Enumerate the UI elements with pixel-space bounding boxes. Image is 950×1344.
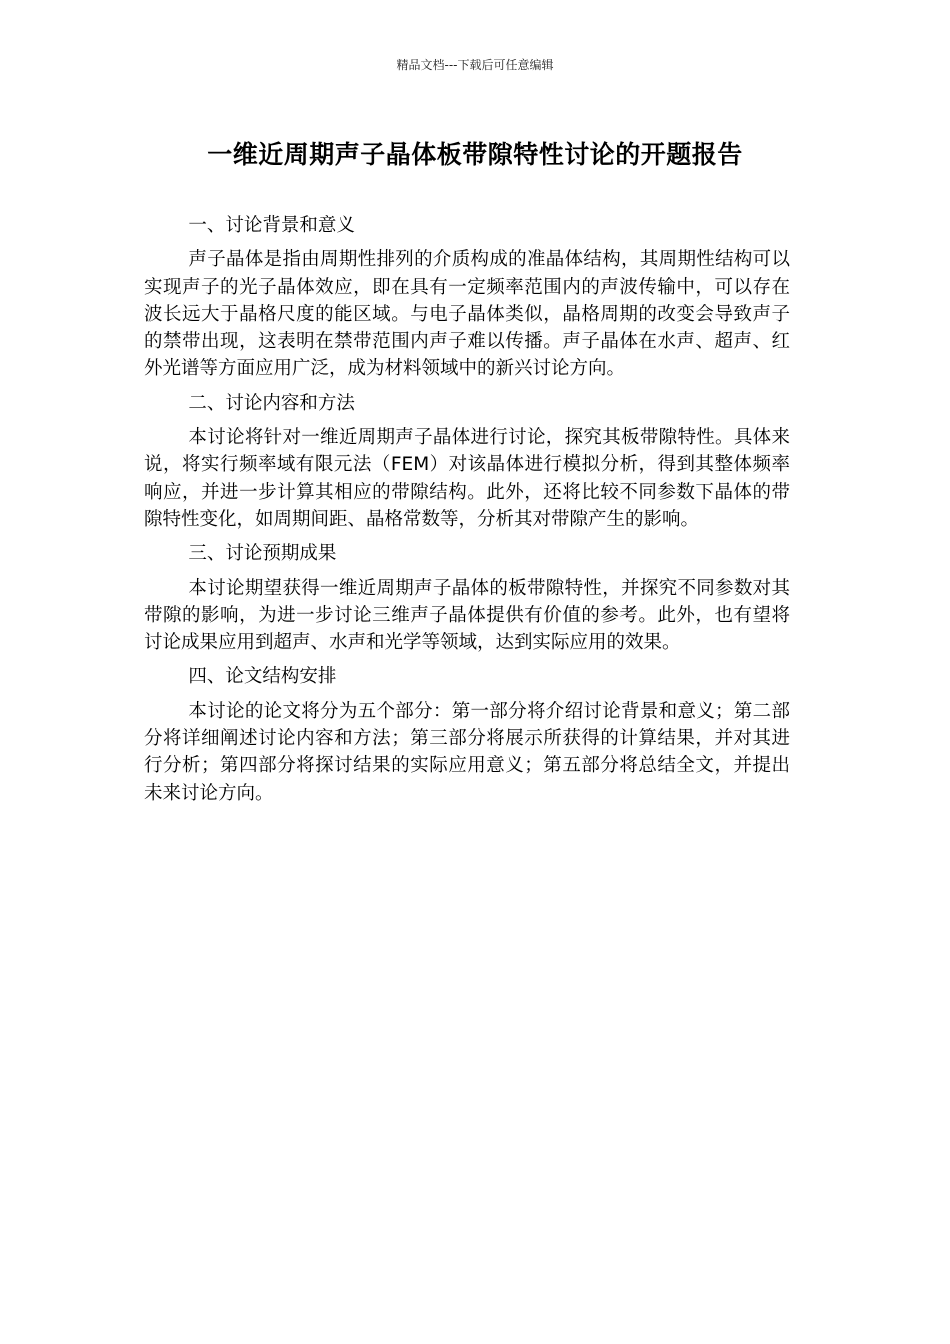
section-paragraph: 本讨论将针对一维近周期声子晶体进行讨论，探究其板带隙特性。具体来说，将实行频率域有限元法（FEM）对该晶体进行模拟分析，得到其整体频率响应，并进一步计算其相应的带隙结构。此外，还将比较不同参数下晶体的带隙特性变化，如周期间距、晶格常数等，分析其对带隙产生的影响。 xyxy=(144,427,790,530)
document-body xyxy=(144,212,790,814)
section-heading: 一、讨论背景和意义 xyxy=(188,215,355,236)
section-background xyxy=(144,212,790,383)
page-header-note: 精品文档---下载后可任意编辑 xyxy=(396,58,554,72)
section-paragraph: 本讨论的论文将分为五个部分：第一部分将介绍讨论背景和意义；第二部分将详细阐述讨论内容和方法；第三部分将展示所获得的计算结果，并对其进行分析；第四部分将探讨结果的实际应用意义；第五部分将总结全文，并提出未来讨论方向。 xyxy=(144,700,790,804)
section-expected-results xyxy=(144,540,790,656)
section-structure xyxy=(144,663,790,806)
section-content-method xyxy=(144,390,790,533)
section-heading: 三、讨论预期成果 xyxy=(188,543,337,565)
section-heading: 四、论文结构安排 xyxy=(188,666,337,688)
section-heading: 二、讨论内容和方法 xyxy=(188,392,355,414)
section-paragraph: 本讨论期望获得一维近周期声子晶体的板带隙特性，并探究不同参数对其带隙的影响，为进一步讨论三维声子晶体提供有价值的参考。此外，也有望将讨论成果应用到超声、水声和光学等领域，达到实际应用的效果。 xyxy=(144,577,790,654)
section-paragraph: 声子晶体是指由周期性排列的介质构成的准晶体结构，其周期性结构可以实现声子的光子晶体效应，即在具有一定频率范围内的声波传输中，可以存在波长远大于晶格尺度的能区域。与电子晶体类似，晶格周期的改变会导致声子的禁带出现，这表明在禁带范围内声子难以传播。声子晶体在水声、超声、红外光谱等方面应用广泛，成为材料领域中的新兴讨论方向。 xyxy=(144,249,790,380)
document-title: 一维近周期声子晶体板带隙特性讨论的开题报告 xyxy=(207,140,743,169)
